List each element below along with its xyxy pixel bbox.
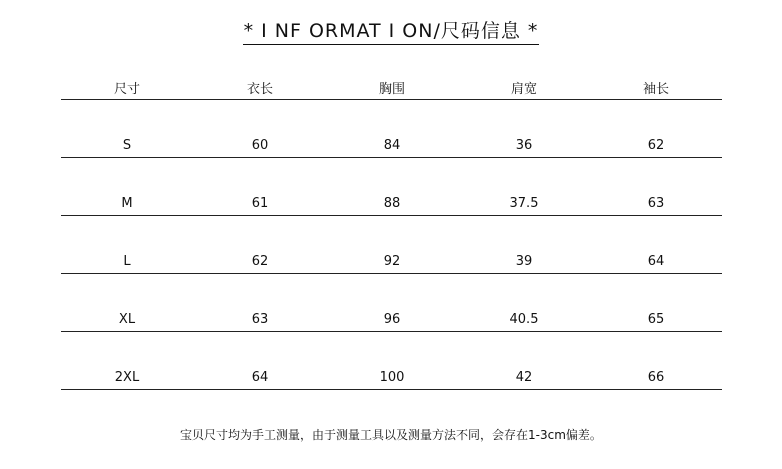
table-cell-sleeve: 62 — [647, 138, 665, 153]
table-cell-length: 61 — [251, 196, 269, 211]
table-row — [61, 274, 722, 332]
table-cell-size: S — [122, 138, 132, 153]
measurement-note: 宝贝尺寸均为手工测量，由于测量工具以及测量方法不同，会存在1-3cm偏差。 — [180, 428, 602, 442]
table-cell-shoulder: 37.5 — [509, 196, 539, 211]
table-cell-length: 60 — [251, 138, 269, 153]
header-length: 衣长 — [246, 82, 273, 97]
table-cell-length: 64 — [251, 370, 269, 385]
table-cell-size: L — [123, 254, 131, 269]
page-title-text: * I NF ORMAT I ON/尺码信息 * — [243, 16, 540, 45]
header-chest: 胸围 — [378, 82, 405, 97]
table-cell-chest: 84 — [383, 138, 401, 153]
table-cell-length: 62 — [251, 254, 269, 269]
table-cell-shoulder: 42 — [515, 370, 533, 385]
table-cell-sleeve: 65 — [647, 312, 665, 327]
table-cell-shoulder: 39 — [515, 254, 533, 269]
table-cell-length: 63 — [251, 312, 269, 327]
table-cell-size: 2XL — [114, 370, 140, 385]
table-cell-chest: 100 — [379, 370, 405, 385]
table-header-row — [61, 70, 722, 100]
header-shoulder: 肩宽 — [510, 82, 537, 97]
table-cell-sleeve: 66 — [647, 370, 665, 385]
table-cell-chest: 88 — [383, 196, 401, 211]
table-cell-sleeve: 64 — [647, 254, 665, 269]
table-row — [61, 332, 722, 390]
table-cell-shoulder: 40.5 — [509, 312, 539, 327]
table-row — [61, 100, 722, 158]
table-cell-shoulder: 36 — [515, 138, 533, 153]
header-size: 尺寸 — [113, 82, 140, 97]
table-cell-chest: 92 — [383, 254, 401, 269]
page-title — [0, 16, 782, 45]
table-cell-size: XL — [118, 312, 136, 327]
table-row — [61, 158, 722, 216]
table-cell-size: M — [121, 196, 133, 211]
table-cell-sleeve: 63 — [647, 196, 665, 211]
size-table — [61, 70, 722, 390]
table-row — [61, 216, 722, 274]
table-cell-chest: 96 — [383, 312, 401, 327]
header-sleeve: 袖长 — [642, 82, 669, 97]
